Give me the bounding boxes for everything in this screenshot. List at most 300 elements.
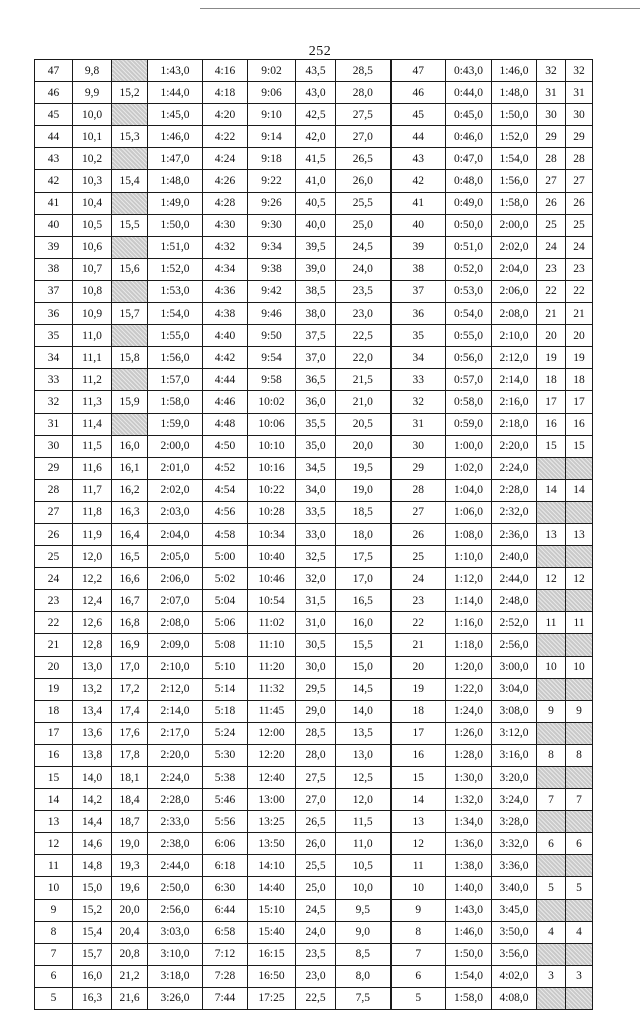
- table-cell: 11,9: [73, 523, 112, 545]
- table-cell: 24,0: [296, 921, 336, 943]
- table-cell: 35: [391, 325, 446, 347]
- table-cell: 39,5: [296, 236, 336, 258]
- table-cell: 45: [391, 104, 446, 126]
- table-cell: 14: [566, 479, 593, 501]
- table-cell: 5:00: [203, 546, 248, 568]
- table-cell: 34: [35, 347, 73, 369]
- table-cell: 11,2: [73, 369, 112, 391]
- table-cell: 11,6: [73, 457, 112, 479]
- table-cell: 11,3: [73, 391, 112, 413]
- table-cell: 24: [566, 236, 593, 258]
- table-cell: 31,5: [296, 590, 336, 612]
- table-row: [35, 435, 593, 457]
- table-cell: 1:38,0: [446, 855, 492, 877]
- table-cell: 0:59,0: [446, 413, 492, 435]
- table-cell: 15,5: [112, 214, 148, 236]
- table-cell: 3:08,0: [492, 700, 537, 722]
- table-cell: 19,0: [336, 479, 391, 501]
- table-cell: 4: [566, 921, 593, 943]
- table-cell: 4:48: [203, 413, 248, 435]
- table-cell: 36,5: [296, 369, 336, 391]
- table-cell: 16,3: [112, 501, 148, 523]
- table-cell: [566, 590, 593, 612]
- scoring-table: [34, 59, 593, 1010]
- table-cell: 11:02: [248, 612, 296, 634]
- table-cell: 1:02,0: [446, 457, 492, 479]
- table-row: [35, 877, 593, 899]
- table-cell: 0:43,0: [446, 60, 492, 82]
- table-cell: 3:28,0: [492, 811, 537, 833]
- table-row: [35, 325, 593, 347]
- table-cell: 41: [35, 192, 73, 214]
- table-cell: 2:10,0: [492, 325, 537, 347]
- table-cell: 38,0: [296, 303, 336, 325]
- table-cell: 24,5: [336, 236, 391, 258]
- table-cell: 36: [391, 303, 446, 325]
- table-cell: 12,2: [73, 568, 112, 590]
- table-cell: 34,0: [296, 479, 336, 501]
- table-cell: 13: [566, 523, 593, 545]
- table-row: [35, 236, 593, 258]
- table-cell: 7:12: [203, 943, 248, 965]
- table-cell: 17: [35, 722, 73, 744]
- table-cell: 4:30: [203, 214, 248, 236]
- table-cell: 25: [537, 214, 566, 236]
- table-cell: 9,5: [336, 899, 391, 921]
- table-cell: 24,5: [296, 899, 336, 921]
- table-cell: 38: [391, 258, 446, 280]
- table-row: [35, 744, 593, 766]
- table-cell: 8,0: [336, 965, 391, 987]
- table-cell: 20: [391, 656, 446, 678]
- table-cell: 2:14,0: [492, 369, 537, 391]
- table-cell: 21,2: [112, 965, 148, 987]
- table-cell: [537, 678, 566, 700]
- table-cell: 3:04,0: [492, 678, 537, 700]
- table-cell: 27,5: [336, 104, 391, 126]
- table-cell: 9:58: [248, 369, 296, 391]
- table-cell: 2:04,0: [492, 258, 537, 280]
- table-cell: 11:20: [248, 656, 296, 678]
- table-cell: 18: [537, 369, 566, 391]
- table-cell: 40,0: [296, 214, 336, 236]
- table-cell: 15,2: [73, 899, 112, 921]
- table-cell: 31: [391, 413, 446, 435]
- table-cell: 13,2: [73, 678, 112, 700]
- table-cell: 15,5: [336, 634, 391, 656]
- table-cell: [537, 501, 566, 523]
- table-cell: [112, 236, 148, 258]
- table-cell: 2:08,0: [148, 612, 203, 634]
- table-cell: 16,2: [112, 479, 148, 501]
- table-cell: 15: [35, 767, 73, 789]
- table-row: [35, 523, 593, 545]
- table-cell: 0:56,0: [446, 347, 492, 369]
- table-cell: 30: [566, 104, 593, 126]
- table-row: [35, 214, 593, 236]
- table-cell: [112, 325, 148, 347]
- table-cell: 16:50: [248, 965, 296, 987]
- table-row: [35, 413, 593, 435]
- table-cell: 1:43,0: [148, 60, 203, 82]
- table-cell: 28,0: [296, 744, 336, 766]
- table-cell: [537, 722, 566, 744]
- table-cell: 16,5: [336, 590, 391, 612]
- table-cell: 0:53,0: [446, 280, 492, 302]
- table-cell: 2:07,0: [148, 590, 203, 612]
- table-cell: 19,0: [112, 833, 148, 855]
- table-cell: 28,5: [336, 60, 391, 82]
- table-cell: 20,0: [112, 899, 148, 921]
- table-cell: 25: [391, 546, 446, 568]
- table-cell: 2:01,0: [148, 457, 203, 479]
- table-cell: 19: [35, 678, 73, 700]
- table-cell: 2:36,0: [492, 523, 537, 545]
- table-cell: 14,0: [336, 700, 391, 722]
- table-cell: 1:50,0: [446, 943, 492, 965]
- table-cell: 31: [537, 82, 566, 104]
- table-cell: 21,5: [336, 369, 391, 391]
- table-cell: 21: [537, 303, 566, 325]
- table-cell: 9:30: [248, 214, 296, 236]
- table-cell: 16,1: [112, 457, 148, 479]
- table-cell: 5:08: [203, 634, 248, 656]
- table-cell: 30: [391, 435, 446, 457]
- table-cell: 18: [35, 700, 73, 722]
- table-cell: 35,5: [296, 413, 336, 435]
- table-cell: 26,5: [336, 148, 391, 170]
- table-cell: 4: [537, 921, 566, 943]
- table-cell: 15,8: [112, 347, 148, 369]
- table-cell: 11: [391, 855, 446, 877]
- table-cell: 43,5: [296, 60, 336, 82]
- page-number: 252: [308, 44, 332, 59]
- table-row: [35, 789, 593, 811]
- table-cell: 1:50,0: [492, 104, 537, 126]
- table-cell: 4:36: [203, 280, 248, 302]
- table-cell: 4:24: [203, 148, 248, 170]
- table-cell: 9:02: [248, 60, 296, 82]
- table-cell: 4:02,0: [492, 965, 537, 987]
- table-row: [35, 60, 593, 82]
- table-row: [35, 700, 593, 722]
- table-cell: 1:45,0: [148, 104, 203, 126]
- table-cell: 14,4: [73, 811, 112, 833]
- table-cell: 2:06,0: [492, 280, 537, 302]
- table-cell: 2:17,0: [148, 722, 203, 744]
- table-cell: 20: [537, 325, 566, 347]
- table-cell: 44: [391, 126, 446, 148]
- table-cell: 13:50: [248, 833, 296, 855]
- table-cell: 9:10: [248, 104, 296, 126]
- table-cell: 24,0: [336, 258, 391, 280]
- table-cell: 16: [35, 744, 73, 766]
- table-cell: 9: [566, 700, 593, 722]
- table-cell: 2:24,0: [492, 457, 537, 479]
- table-cell: 2:24,0: [148, 767, 203, 789]
- table-cell: 15,4: [112, 170, 148, 192]
- table-cell: 17,0: [112, 656, 148, 678]
- table-cell: 38,5: [296, 280, 336, 302]
- table-cell: 0:50,0: [446, 214, 492, 236]
- table-cell: 27,5: [296, 767, 336, 789]
- table-row: [35, 82, 593, 104]
- table-cell: [566, 811, 593, 833]
- table-cell: 34: [391, 347, 446, 369]
- table-cell: 42: [35, 170, 73, 192]
- table-cell: 16,8: [112, 612, 148, 634]
- table-cell: 1:52,0: [148, 258, 203, 280]
- table-cell: 10,7: [73, 258, 112, 280]
- table-cell: 9:14: [248, 126, 296, 148]
- table-cell: 9:38: [248, 258, 296, 280]
- table-cell: 3:40,0: [492, 877, 537, 899]
- table-cell: 9:26: [248, 192, 296, 214]
- table-cell: [537, 943, 566, 965]
- table-cell: 12: [566, 568, 593, 590]
- table-cell: 2:20,0: [148, 744, 203, 766]
- table-cell: 9:54: [248, 347, 296, 369]
- table-cell: 40,5: [296, 192, 336, 214]
- table-cell: 11:32: [248, 678, 296, 700]
- table-cell: 15:40: [248, 921, 296, 943]
- table-cell: [537, 590, 566, 612]
- table-row: [35, 656, 593, 678]
- table-cell: 9:18: [248, 148, 296, 170]
- table-cell: 5:06: [203, 612, 248, 634]
- table-cell: 29,5: [296, 678, 336, 700]
- table-cell: 3:32,0: [492, 833, 537, 855]
- table-cell: 10:06: [248, 413, 296, 435]
- table-cell: [566, 722, 593, 744]
- table-cell: 27: [566, 170, 593, 192]
- table-cell: 2:09,0: [148, 634, 203, 656]
- table-cell: 33: [35, 369, 73, 391]
- table-cell: 38: [35, 258, 73, 280]
- table-cell: 42: [391, 170, 446, 192]
- table-cell: 31,0: [296, 612, 336, 634]
- table-cell: 1:18,0: [446, 634, 492, 656]
- table-cell: 13: [537, 523, 566, 545]
- table-cell: 1:56,0: [148, 347, 203, 369]
- table-cell: 2:44,0: [148, 855, 203, 877]
- table-cell: 5:04: [203, 590, 248, 612]
- table-cell: 1:06,0: [446, 501, 492, 523]
- table-cell: 2:12,0: [492, 347, 537, 369]
- table-cell: 40: [391, 214, 446, 236]
- table-cell: 34,5: [296, 457, 336, 479]
- table-cell: 17: [537, 391, 566, 413]
- table-cell: [537, 546, 566, 568]
- table-cell: 12,5: [336, 767, 391, 789]
- table-cell: 8: [35, 921, 73, 943]
- table-cell: 10,6: [73, 236, 112, 258]
- table-cell: 2:56,0: [148, 899, 203, 921]
- table-cell: 13,0: [73, 656, 112, 678]
- table-cell: 26: [566, 192, 593, 214]
- table-row: [35, 811, 593, 833]
- table-cell: 3:26,0: [148, 987, 203, 1009]
- table-row: [35, 170, 593, 192]
- table-cell: 1:34,0: [446, 811, 492, 833]
- table-row: [35, 192, 593, 214]
- table-cell: 11,0: [336, 833, 391, 855]
- table-cell: [566, 678, 593, 700]
- table-cell: 10:28: [248, 501, 296, 523]
- table-cell: 3:36,0: [492, 855, 537, 877]
- table-cell: 18,4: [112, 789, 148, 811]
- table-cell: 5:46: [203, 789, 248, 811]
- table-row: [35, 347, 593, 369]
- table-cell: 4:52: [203, 457, 248, 479]
- table-cell: 14,6: [73, 833, 112, 855]
- table-cell: 18: [391, 700, 446, 722]
- table-cell: 20: [566, 325, 593, 347]
- table-row: [35, 943, 593, 965]
- table-cell: 2:04,0: [148, 523, 203, 545]
- table-cell: 30,5: [296, 634, 336, 656]
- table-cell: 22: [537, 280, 566, 302]
- table-cell: 15: [391, 767, 446, 789]
- table-cell: 15:10: [248, 899, 296, 921]
- table-cell: 26,0: [336, 170, 391, 192]
- table-row: [35, 612, 593, 634]
- table-cell: 12,8: [73, 634, 112, 656]
- table-cell: 6:44: [203, 899, 248, 921]
- table-cell: 5:18: [203, 700, 248, 722]
- table-cell: 16,9: [112, 634, 148, 656]
- table-cell: 28: [35, 479, 73, 501]
- table-cell: 29: [35, 457, 73, 479]
- table-cell: 4:50: [203, 435, 248, 457]
- table-cell: 9,8: [73, 60, 112, 82]
- table-cell: 14: [35, 789, 73, 811]
- table-cell: 4:46: [203, 391, 248, 413]
- table-row: [35, 126, 593, 148]
- table-cell: 2:03,0: [148, 501, 203, 523]
- table-cell: [566, 457, 593, 479]
- table-cell: 5: [391, 987, 446, 1009]
- table-cell: 10: [566, 656, 593, 678]
- table-cell: 4:08,0: [492, 987, 537, 1009]
- table-row: [35, 921, 593, 943]
- table-cell: 23,5: [296, 943, 336, 965]
- table-cell: 15,0: [336, 656, 391, 678]
- table-cell: 4:28: [203, 192, 248, 214]
- table-cell: 4:22: [203, 126, 248, 148]
- table-cell: 10:22: [248, 479, 296, 501]
- table-cell: 32: [566, 60, 593, 82]
- table-cell: 1:14,0: [446, 590, 492, 612]
- table-cell: 16,5: [112, 546, 148, 568]
- table-cell: 25: [566, 214, 593, 236]
- table-cell: 1:04,0: [446, 479, 492, 501]
- table-cell: 1:32,0: [446, 789, 492, 811]
- table-cell: 13,8: [73, 744, 112, 766]
- table-cell: 2:14,0: [148, 700, 203, 722]
- table-cell: 47: [35, 60, 73, 82]
- table-cell: 17,4: [112, 700, 148, 722]
- table-row: [35, 678, 593, 700]
- table-cell: [566, 767, 593, 789]
- table-cell: 4:34: [203, 258, 248, 280]
- table-cell: 11,4: [73, 413, 112, 435]
- table-cell: 27,0: [336, 126, 391, 148]
- table-cell: 19: [537, 347, 566, 369]
- table-cell: 13:25: [248, 811, 296, 833]
- table-cell: 6: [537, 833, 566, 855]
- table-cell: 2:05,0: [148, 546, 203, 568]
- table-cell: 6: [566, 833, 593, 855]
- table-row: [35, 767, 593, 789]
- table-cell: 3:24,0: [492, 789, 537, 811]
- table-cell: 19,3: [112, 855, 148, 877]
- table-cell: 2:56,0: [492, 634, 537, 656]
- table-cell: 10,3: [73, 170, 112, 192]
- table-cell: 5:14: [203, 678, 248, 700]
- table-cell: 30: [537, 104, 566, 126]
- table-row: [35, 590, 593, 612]
- table-cell: 19: [566, 347, 593, 369]
- table-cell: 9:50: [248, 325, 296, 347]
- table-cell: 3: [566, 965, 593, 987]
- table-cell: 10:54: [248, 590, 296, 612]
- table-cell: 7:44: [203, 987, 248, 1009]
- table-cell: 12,0: [336, 789, 391, 811]
- table-cell: 13: [391, 811, 446, 833]
- table-cell: 1:48,0: [492, 82, 537, 104]
- table-row: [35, 899, 593, 921]
- table-cell: 17:25: [248, 987, 296, 1009]
- table-cell: 46: [391, 82, 446, 104]
- table-cell: 11: [566, 612, 593, 634]
- table-cell: 1:47,0: [148, 148, 203, 170]
- table-cell: 15,7: [112, 303, 148, 325]
- table-cell: 26,5: [296, 811, 336, 833]
- table-cell: 27: [35, 501, 73, 523]
- table-cell: 16,0: [112, 435, 148, 457]
- table-cell: 0:51,0: [446, 236, 492, 258]
- table-cell: 12: [35, 833, 73, 855]
- table-cell: 31: [35, 413, 73, 435]
- table-cell: 0:48,0: [446, 170, 492, 192]
- table-cell: 5:10: [203, 656, 248, 678]
- table-cell: 10: [391, 877, 446, 899]
- table-cell: 16,7: [112, 590, 148, 612]
- table-cell: 8: [537, 744, 566, 766]
- table-cell: 2:12,0: [148, 678, 203, 700]
- table-cell: 16: [391, 744, 446, 766]
- table-cell: 16:15: [248, 943, 296, 965]
- table-cell: 11: [537, 612, 566, 634]
- table-cell: 9:34: [248, 236, 296, 258]
- table-cell: 1:54,0: [492, 148, 537, 170]
- table-cell: 13:00: [248, 789, 296, 811]
- table-cell: 23: [537, 258, 566, 280]
- table-cell: 3:56,0: [492, 943, 537, 965]
- table-cell: 15,4: [73, 921, 112, 943]
- table-cell: 31: [566, 82, 593, 104]
- table-cell: 1:16,0: [446, 612, 492, 634]
- table-cell: 1:36,0: [446, 833, 492, 855]
- table-cell: 1:46,0: [446, 921, 492, 943]
- table-row: [35, 303, 593, 325]
- table-cell: 1:49,0: [148, 192, 203, 214]
- table-cell: 1:50,0: [148, 214, 203, 236]
- table-cell: [566, 634, 593, 656]
- table-cell: 13,5: [336, 722, 391, 744]
- table-cell: 37: [391, 280, 446, 302]
